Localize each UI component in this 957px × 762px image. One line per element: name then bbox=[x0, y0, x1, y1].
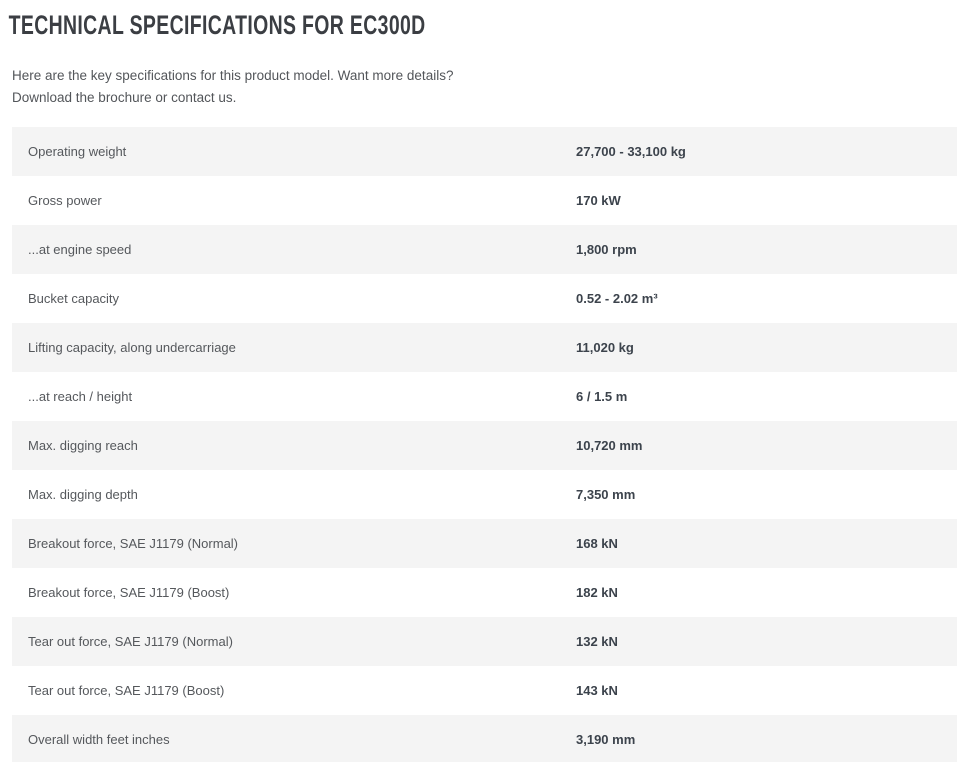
spec-row bbox=[12, 127, 957, 176]
spec-label: Lifting capacity, along undercarriage bbox=[28, 340, 236, 355]
spec-value: 3,190 mm bbox=[576, 732, 636, 747]
spec-label: Tear out force, SAE J1179 (Boost) bbox=[28, 683, 225, 698]
spec-row bbox=[12, 666, 957, 715]
spec-row bbox=[12, 274, 957, 323]
page-title: TECHNICAL SPECIFICATIONS FOR EC300D bbox=[8, 10, 426, 40]
spec-row bbox=[12, 715, 957, 762]
spec-value: 1,800 rpm bbox=[576, 242, 637, 257]
spec-row bbox=[12, 225, 957, 274]
spec-row bbox=[12, 617, 957, 666]
intro-line-2: Download the brochure or contact us. bbox=[12, 89, 237, 105]
spec-label: Max. digging reach bbox=[28, 438, 138, 453]
spec-label: Bucket capacity bbox=[28, 291, 120, 306]
spec-value: 168 kN bbox=[576, 536, 618, 551]
spec-label: Breakout force, SAE J1179 (Normal) bbox=[28, 536, 239, 551]
spec-value: 170 kW bbox=[576, 193, 621, 208]
spec-value: 182 kN bbox=[576, 585, 618, 600]
spec-row bbox=[12, 421, 957, 470]
spec-value: 132 kN bbox=[576, 634, 618, 649]
spec-row bbox=[12, 372, 957, 421]
spec-row bbox=[12, 470, 957, 519]
spec-value: 10,720 mm bbox=[576, 438, 643, 453]
spec-value: 143 kN bbox=[576, 683, 618, 698]
spec-label: Breakout force, SAE J1179 (Boost) bbox=[28, 585, 230, 600]
intro-paragraph bbox=[0, 39, 957, 108]
spec-value: 7,350 mm bbox=[576, 487, 636, 502]
spec-label: ...at reach / height bbox=[28, 389, 133, 404]
spec-row bbox=[12, 176, 957, 225]
spec-label: Gross power bbox=[28, 193, 102, 208]
spec-label: ...at engine speed bbox=[28, 242, 132, 257]
spec-row bbox=[12, 323, 957, 372]
intro-line-1: Here are the key specifications for this product model. Want more details? bbox=[12, 68, 454, 83]
spec-label: Operating weight bbox=[28, 144, 127, 159]
spec-table-body bbox=[12, 127, 957, 762]
spec-label: Overall width feet inches bbox=[28, 732, 170, 747]
spec-value: 27,700 - 33,100 kg bbox=[576, 144, 686, 159]
spec-label: Tear out force, SAE J1179 (Normal) bbox=[28, 634, 233, 649]
spec-value: 6 / 1.5 m bbox=[576, 389, 628, 404]
spec-table bbox=[12, 127, 957, 762]
spec-row bbox=[12, 519, 957, 568]
spec-row bbox=[12, 568, 957, 617]
spec-value: 0.52 - 2.02 m³ bbox=[576, 291, 658, 306]
spec-value: 11,020 kg bbox=[576, 340, 634, 355]
spec-label: Max. digging depth bbox=[28, 487, 138, 502]
